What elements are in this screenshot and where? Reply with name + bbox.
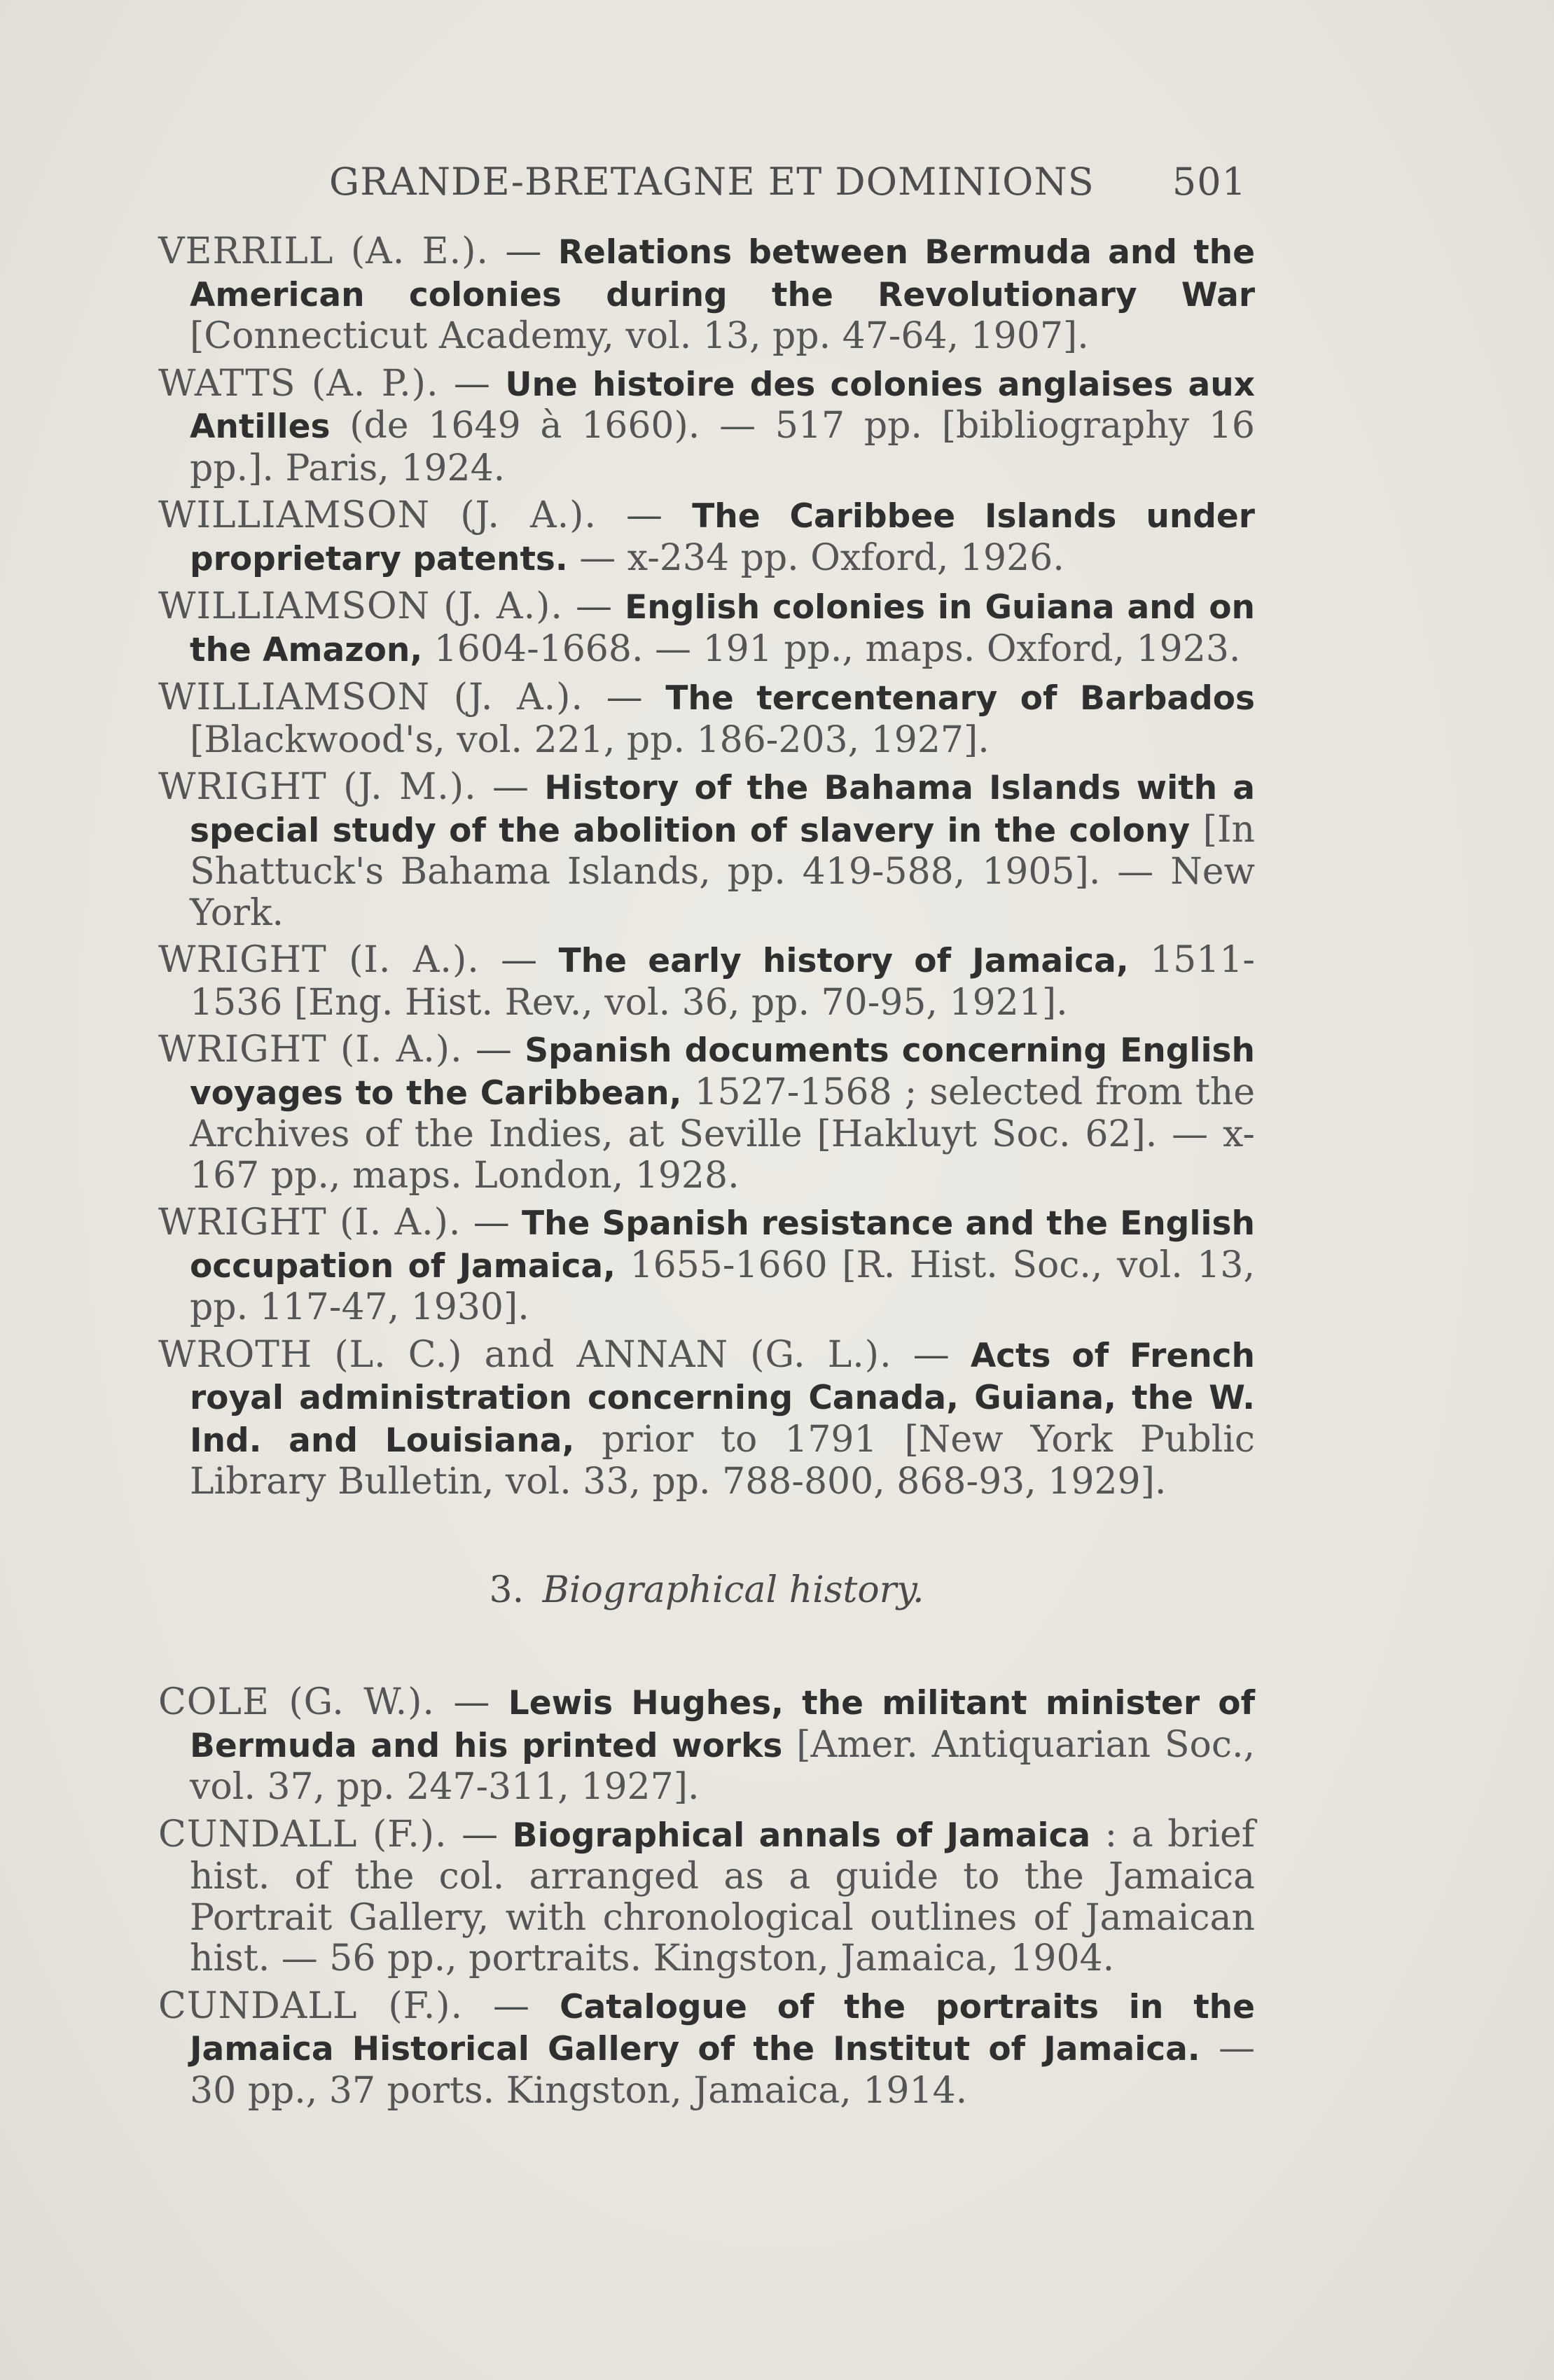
entry-author: WRIGHT (I. A.). [158, 939, 480, 981]
entry-title: Relations between Bermuda and the American colonies during the Revolutionary War [190, 233, 1256, 314]
bibliography-entry [158, 1682, 1255, 1808]
bibliography-list-general [158, 231, 1255, 1503]
bibliography-entry [158, 1335, 1255, 1503]
entry-details: [Blackwood's, vol. 221, pp. 186-203, 1927]. [190, 718, 990, 761]
section-label: Biographical history. [542, 1568, 924, 1611]
entry-title: English colonies in Guiana and on the Amazon, [190, 588, 1255, 669]
entry-separator: — [488, 230, 558, 272]
entry-details: 1511-1536 [Eng. Hist. Rev., vol. 36, pp. 70-95, 1921]. [190, 939, 1256, 1024]
entry-title: The tercentenary of Barbados [665, 679, 1255, 718]
entry-separator: — [479, 939, 559, 981]
bibliography-entry [158, 586, 1255, 671]
entry-title: The Spanish resistance and the English occupation of Jamaica, [190, 1204, 1255, 1286]
entry-details: — 30 pp., 37 ports. Kingston, Jamaica, 1914. [190, 2027, 1255, 2112]
entry-details: 1527-1568 ; selected from the Archives of the Indies, at Seville [Hakluyt Soc. 62]. — x-167 pp., maps. London, 1928. [190, 1071, 1255, 1197]
entry-separator: — [562, 585, 625, 627]
entry-author: WILLIAMSON (J. A.). [158, 494, 597, 536]
entry-title: History of the Bahama Islands with a special study of the abolition of slavery in the colony [190, 769, 1256, 850]
bibliography-entry [158, 1202, 1255, 1328]
page-number: 501 [1172, 160, 1247, 204]
entry-author: WILLIAMSON (J. A.). [158, 676, 583, 718]
entry-separator: — [892, 1333, 971, 1376]
entry-author: WRIGHT (J. M.). [158, 766, 477, 808]
entry-author: WROTH (L. C.) and ANNAN (G. L.). [158, 1333, 892, 1376]
entry-author: WATTS (A. P.). [158, 362, 439, 405]
bibliography-entry [158, 677, 1255, 760]
entry-details: 1655-1660 [R. Hist. Soc., vol. 13, pp. 117-47, 1930]. [190, 1244, 1255, 1328]
entry-details: (de 1649 à 1660). — 517 pp. [bibliography 16 pp.]. Paris, 1924. [190, 405, 1255, 489]
bibliography-entry [158, 363, 1255, 489]
entry-separator: — [462, 1029, 525, 1071]
bibliography-entry [158, 767, 1255, 933]
entry-title: The Caribbee Islands under proprietary patents. [190, 497, 1255, 578]
entry-title: The early history of Jamaica, [558, 942, 1129, 980]
entry-separator: — [461, 1202, 522, 1244]
entry-author: WRIGHT (I. A.). [158, 1202, 462, 1244]
entry-separator: — [583, 676, 666, 718]
running-title: GRANDE-BRETAGNE ET DOMINIONS [329, 160, 1095, 204]
entry-details: [Connecticut Academy, vol. 13, pp. 47-64, 1907]. [190, 315, 1089, 357]
entry-author: CUNDALL (F.). [158, 1813, 448, 1856]
entry-separator: — [434, 1681, 508, 1723]
bibliography-entry [158, 1986, 1255, 2112]
bibliography-entry [158, 1814, 1255, 1979]
entry-title: Biographical annals of Jamaica [512, 1816, 1091, 1855]
entry-title: Catalogue of the portraits in the Jamaica Historical Gallery of the Institut of Jamaica. [190, 1987, 1256, 2068]
entry-author: COLE (G. W.). [158, 1681, 435, 1723]
bibliography-entry [158, 231, 1255, 357]
entry-author: WILLIAMSON (J. A.). [158, 585, 563, 627]
bibliography-entry [158, 940, 1255, 1023]
section-number: 3. [489, 1568, 525, 1611]
entry-separator: — [596, 494, 693, 536]
entry-author: WRIGHT (I. A.). [158, 1029, 463, 1071]
bibliography-list-biographical [158, 1682, 1255, 2111]
entry-details: prior to 1791 [New York Public Library Bulletin, vol. 33, pp. 788-800, 868-93, 1929]. [190, 1418, 1255, 1503]
entry-details: 1604-1668. — 191 pp., maps. Oxford, 1923. [422, 627, 1241, 670]
entry-author: CUNDALL (F.). [158, 1984, 464, 2027]
bibliography-entry [158, 495, 1255, 580]
page-header [329, 160, 1247, 209]
entry-title: Acts of French royal administration concerning Canada, Guiana, the W. Ind. and Louisiana, [190, 1336, 1255, 1460]
entry-details: : a brief hist. of the col. arranged as a guide to the Jamaica Portrait Gallery, with chronological outlines of Jamaican hist. — 56 pp., portraits. Kingston, Jamaica, 1904. [190, 1813, 1256, 1979]
entry-separator: — [476, 766, 545, 808]
section-heading [158, 1570, 1255, 1611]
entry-separator: — [463, 1984, 560, 2027]
entry-title: Lewis Hughes, the militant minister of Bermuda and his printed works [190, 1684, 1256, 1765]
entry-title: Spanish documents concerning English voyages to the Caribbean, [190, 1031, 1255, 1113]
bibliography-entry [158, 1029, 1255, 1196]
entry-author: VERRILL (A. E.). [158, 230, 489, 272]
entry-title: Une histoire des colonies anglaises aux Antilles [190, 365, 1256, 446]
entry-separator: — [447, 1813, 513, 1856]
entry-details: [Amer. Antiquarian Soc., vol. 37, pp. 247-311, 1927]. [190, 1723, 1256, 1808]
entry-details: [In Shattuck's Bahama Islands, pp. 419-588, 1905]. — New York. [190, 808, 1255, 934]
entry-details: — x-234 pp. Oxford, 1926. [567, 536, 1064, 579]
entry-separator: — [438, 362, 506, 405]
bibliography-content [158, 231, 1255, 2117]
